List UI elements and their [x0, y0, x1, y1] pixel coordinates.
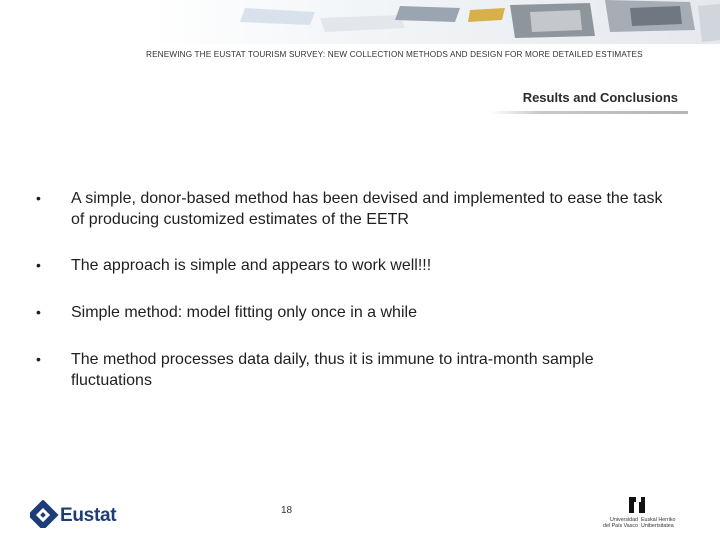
bullet-item: [36, 349, 676, 391]
bullet-text: The approach is simple and appears to work well!!!: [71, 257, 432, 274]
bullet-item: [36, 255, 676, 276]
section-title-underline: [490, 111, 688, 114]
bullet-list: [36, 188, 676, 418]
bullet-marker: •: [36, 304, 41, 320]
university-name-spanish: Universidad del País Vasco: [603, 517, 638, 529]
bullet-text: Simple method: model fitting only once in a while: [71, 304, 417, 321]
page-number: 18: [281, 505, 293, 516]
bullet-item: [36, 302, 676, 323]
eustat-logo-text: Eustat: [60, 505, 117, 526]
bullet-text: A simple, donor-based method has been devised and implemented to ease the task of producing customized estimates of the EETR: [71, 190, 663, 228]
presentation-title: RENEWING THE EUSTAT TOURISM SURVEY: NEW COLLECTION METHODS AND DESIGN FOR MORE DETAILED ESTIMATES: [146, 50, 643, 59]
bullet-item: [36, 188, 676, 230]
section-title: Results and Conclusions: [522, 90, 678, 105]
bullet-marker: •: [36, 351, 41, 367]
university-name-basque: Euskal Herriko Unibertsitatea: [641, 517, 676, 529]
header-banner-image: [150, 0, 720, 44]
bullet-text: The method processes data daily, thus it is immune to intra-month sample fluctuations: [71, 351, 594, 389]
bullet-marker: •: [36, 257, 41, 273]
bullet-marker: •: [36, 190, 41, 206]
university-emblem-icon: [626, 494, 648, 516]
